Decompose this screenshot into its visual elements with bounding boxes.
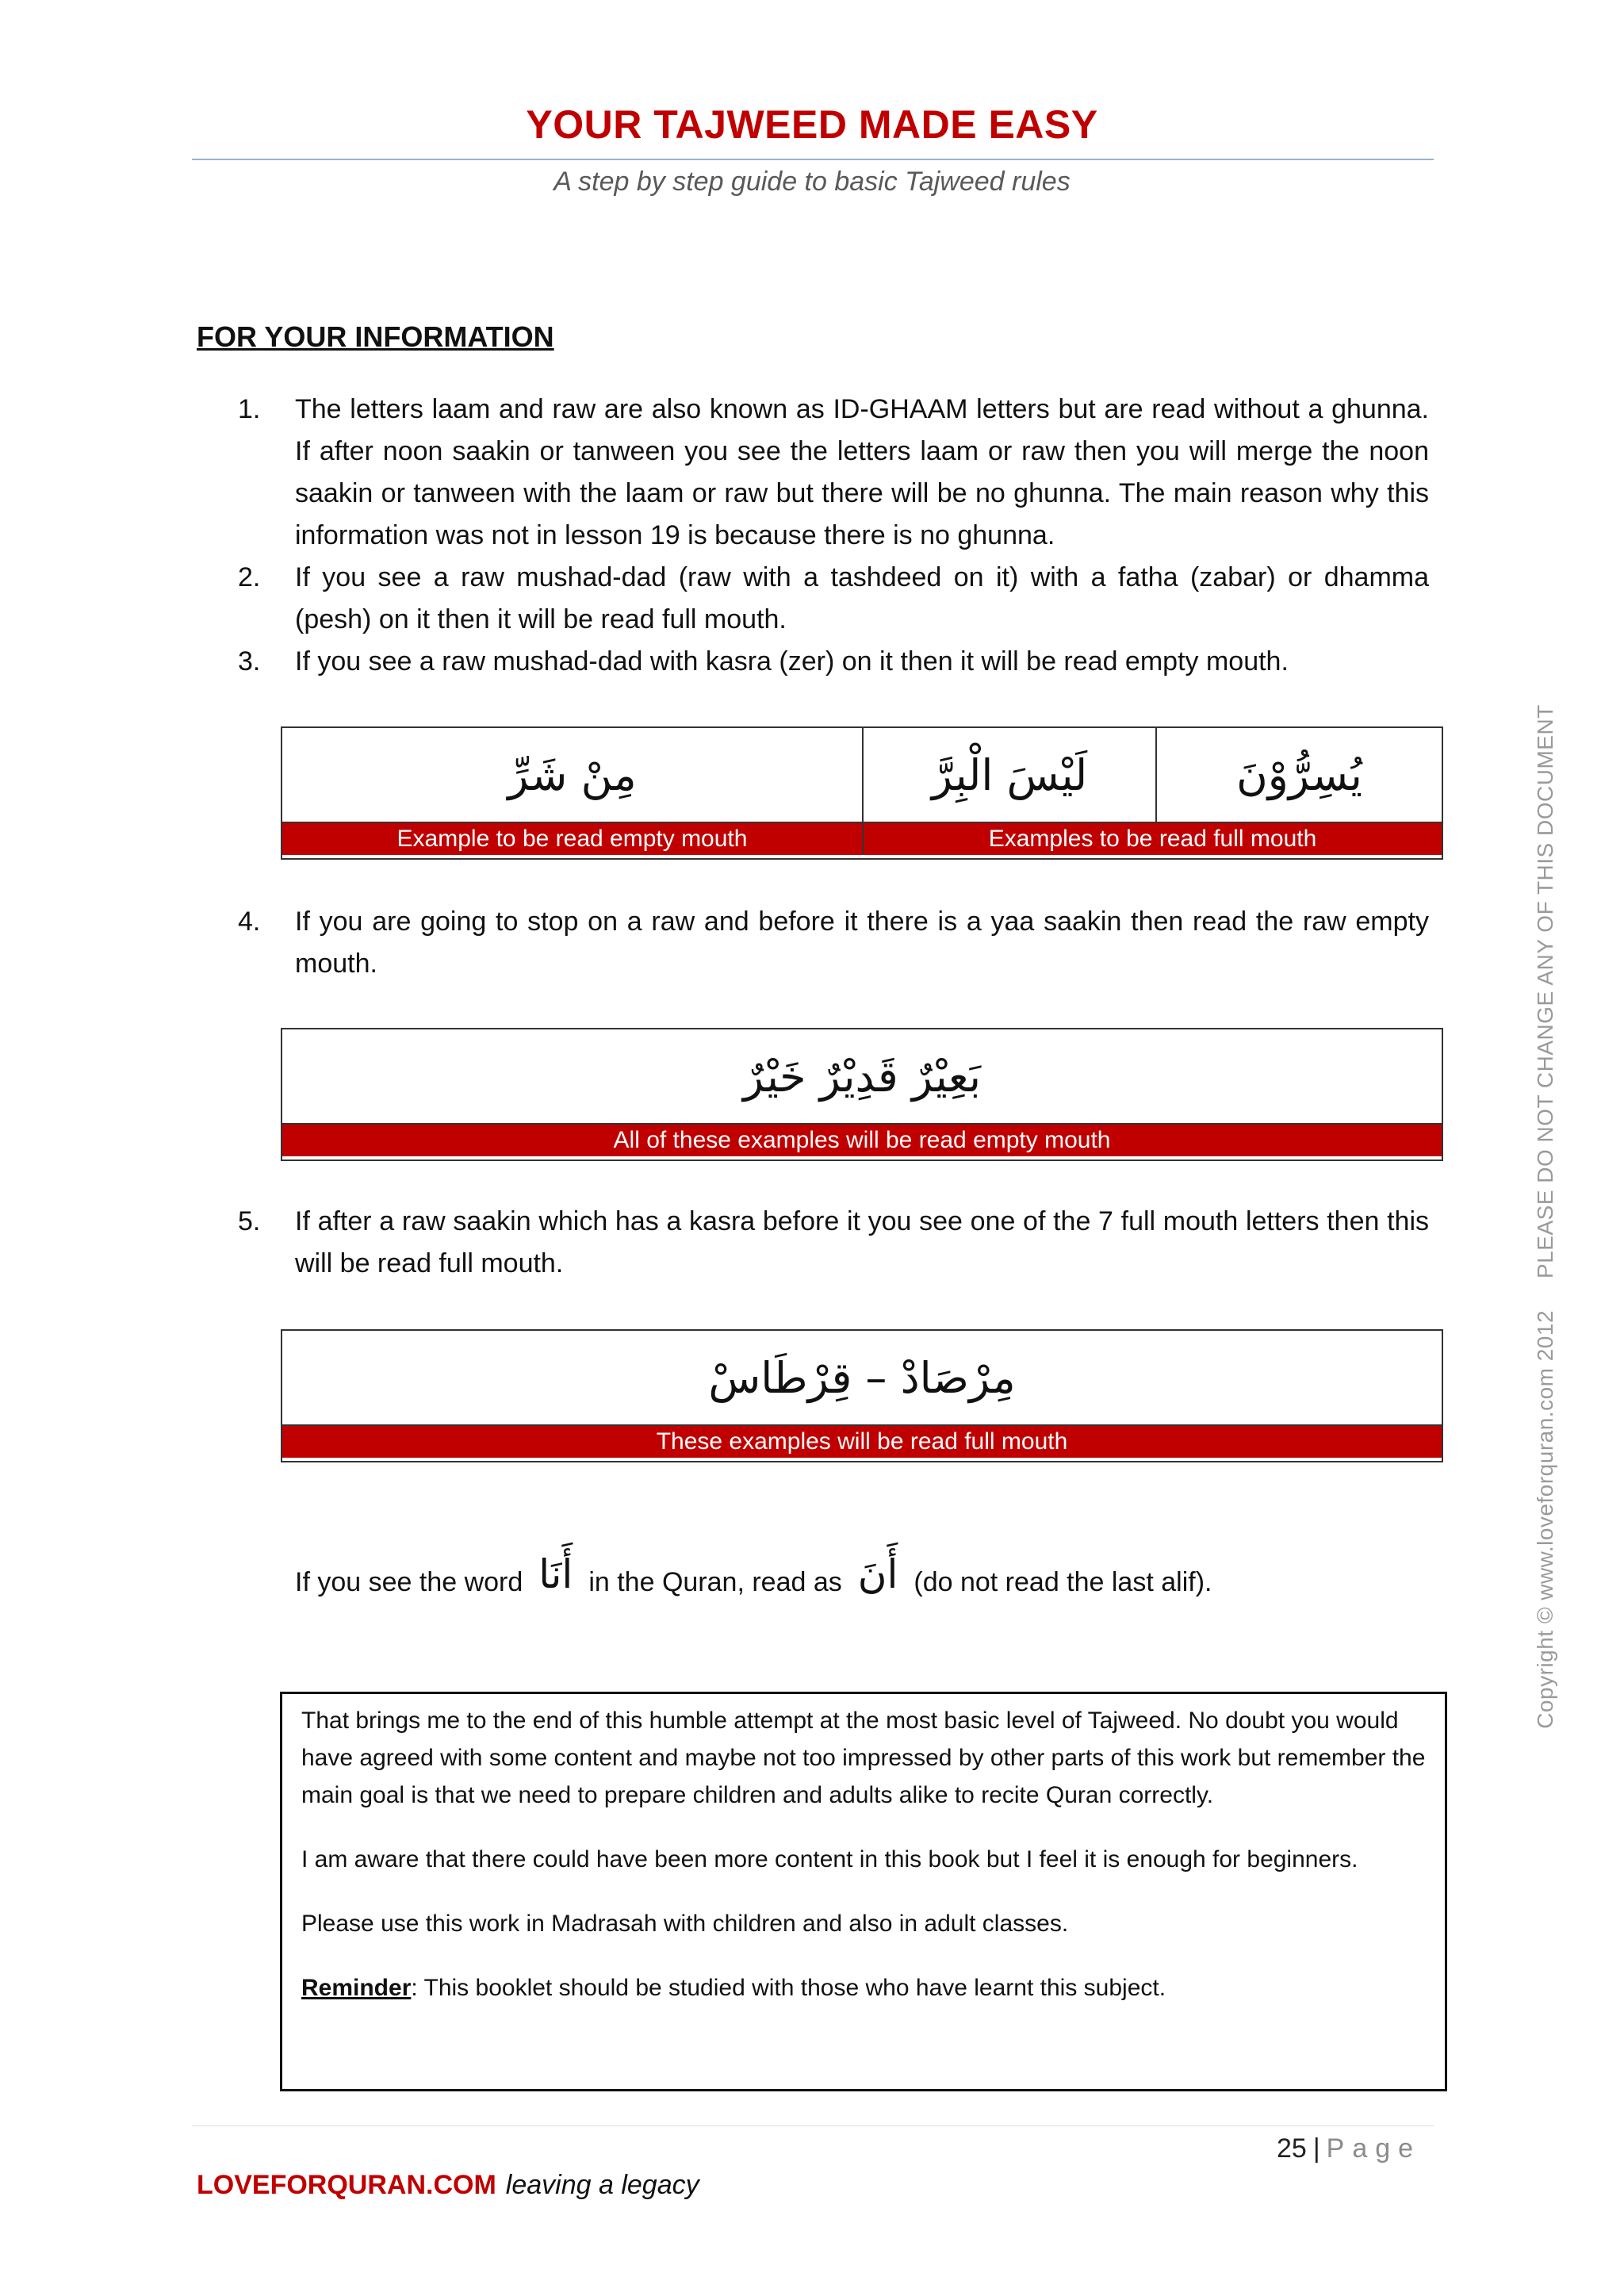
closing-paragraph-2: I am aware that there could have been more content in this book but I feel it is enough for beginners. xyxy=(301,1846,1358,1872)
footer-tagline: leaving a legacy xyxy=(505,2170,699,2200)
side-copyright-note xyxy=(1533,704,1558,1729)
caption-full-mouth: Examples to be read full mouth xyxy=(862,823,1442,855)
list-item-5 xyxy=(238,1201,1429,1285)
list-item-2 xyxy=(238,557,1429,641)
closing-remarks-box xyxy=(280,1692,1447,2091)
anaa-note xyxy=(295,1551,1212,1605)
anaa-prefix: If you see the word xyxy=(295,1566,523,1597)
arabic-examples-full-mouth: مِرْصَادْ – قِرْطَاسْ xyxy=(708,1352,1016,1403)
page-label: Page xyxy=(1326,2133,1422,2164)
list-item-number: 3. xyxy=(238,646,261,677)
footer-divider xyxy=(192,2125,1434,2126)
example-table-raw-mushaddad xyxy=(281,726,1443,860)
title-divider xyxy=(192,159,1434,160)
list-item-text: If after a raw saakin which has a kasra before it you see one of the 7 full mouth letters then this will be read full mouth. xyxy=(295,1206,1429,1278)
list-item-number: 1. xyxy=(238,394,261,424)
list-item-text: If you see a raw mushad-dad with kasra (zer) on it then it will be read empty mouth. xyxy=(295,646,1289,677)
arabic-word-anaa: أَنَا xyxy=(538,1551,573,1597)
footer-brand: LOVEFORQURAN.COM xyxy=(197,2170,496,2200)
document-subtitle: A step by step guide to basic Tajweed rules xyxy=(553,167,1071,197)
anaa-suffix: (do not read the last alif). xyxy=(914,1566,1212,1597)
caption-empty-mouth: All of these examples will be read empty mouth xyxy=(282,1125,1442,1156)
example-table-yaa-saakin xyxy=(281,1028,1443,1161)
footer-branding xyxy=(197,2170,699,2201)
page-number-value: 25 xyxy=(1277,2133,1307,2164)
list-item-number: 5. xyxy=(238,1206,261,1236)
caption-full-mouth: These examples will be read full mouth xyxy=(282,1426,1442,1458)
closing-paragraph-3: Please use this work in Madrasah with children and also in adult classes. xyxy=(301,1911,1069,1937)
closing-paragraph-1: That brings me to the end of this humble attempt at the most basic level of Tajweed. No doubt you would have agreed with some content and maybe not too impressed by other parts of this work but remember the main goal is that we need to prepare children and adults alike to recite Quran correctly. xyxy=(301,1708,1426,1808)
copyright-text: Copyright © www.loveforquran.com 2012 xyxy=(1533,1309,1557,1729)
list-item-text: If you see a raw mushad-dad (raw with a tashdeed on it) with a fatha (zabar) or dhamma (pesh) on it then it will be read full mouth. xyxy=(295,562,1429,634)
arabic-word-ana: أَنَ xyxy=(857,1551,898,1597)
list-item-number: 4. xyxy=(238,907,261,937)
anaa-middle: in the Quran, read as xyxy=(588,1566,842,1597)
page-number xyxy=(1277,2133,1421,2164)
section-heading: FOR YOUR INFORMATION xyxy=(197,320,554,353)
arabic-examples-empty-mouth: بَعِيْرٌ قَدِيْرٌ خَيْرٌ xyxy=(743,1051,981,1102)
arabic-example-yusirroon: يُسِرُّوْنَ xyxy=(1155,728,1442,822)
example-table-raw-saakin xyxy=(281,1329,1443,1462)
closing-reminder xyxy=(301,1969,1426,2007)
do-not-change-warning: PLEASE DO NOT CHANGE ANY OF THIS DOCUMENT xyxy=(1533,704,1557,1278)
list-item-4 xyxy=(238,901,1429,985)
caption-empty-mouth: Example to be read empty mouth xyxy=(282,823,862,855)
list-item-1 xyxy=(238,389,1429,557)
reminder-text: : This booklet should be studied with those who have learnt this subject. xyxy=(411,1975,1166,2001)
list-item-text: The letters laam and raw are also known as ID-GHAAM letters but are read without a ghunna. If after noon saakin or tanween you see the letters laam or raw then you will merge the noon saakin or tanween with the laam or raw but there will be no ghunna. The main reason why this information was not in lesson 19 is because there is no ghunna. xyxy=(295,394,1429,550)
arabic-example-min-sharri: مِنْ شَرِّ xyxy=(508,749,637,800)
list-item-text: If you are going to stop on a raw and before it there is a yaa saakin then read the raw empty mouth. xyxy=(295,907,1429,979)
page-separator: | xyxy=(1312,2133,1320,2164)
list-item-3 xyxy=(238,641,1429,683)
document-title: YOUR TAJWEED MADE EASY xyxy=(526,102,1098,147)
arabic-example-laysal-birra: لَيْسَ الْبِرَّ xyxy=(862,728,1155,822)
list-item-number: 2. xyxy=(238,562,261,592)
reminder-label: Reminder xyxy=(301,1975,412,2001)
